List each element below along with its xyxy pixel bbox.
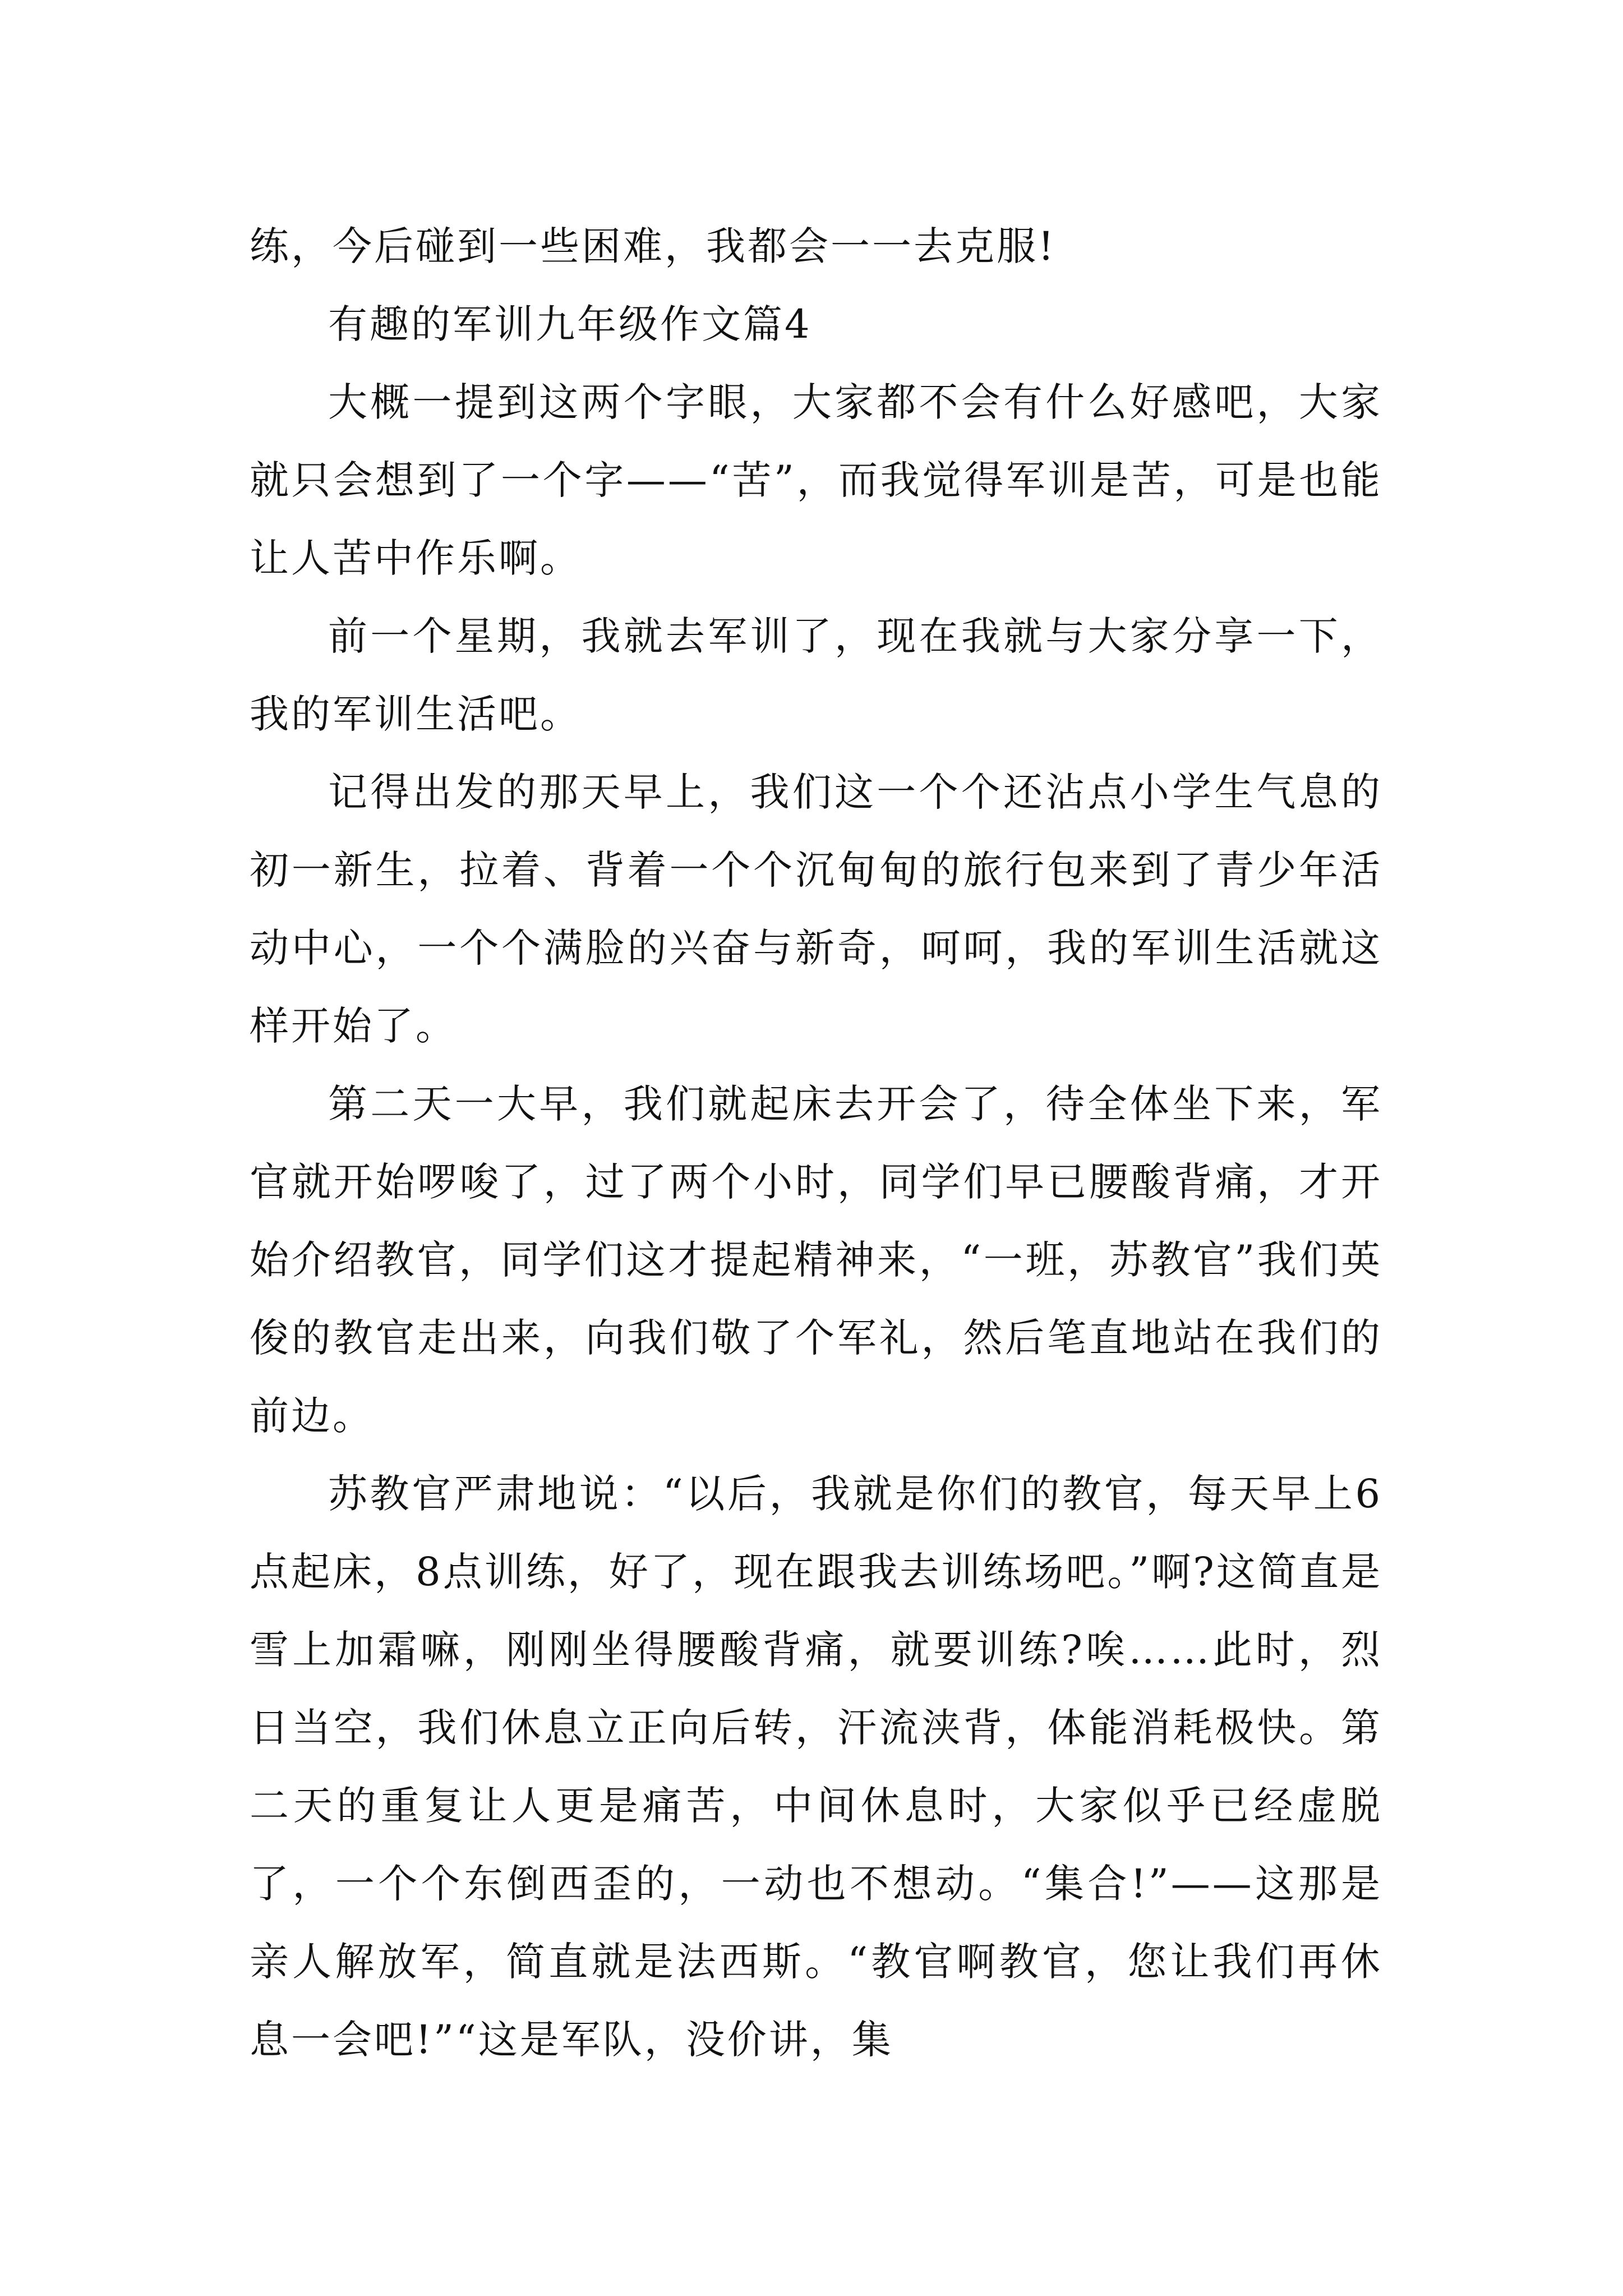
paragraph: 第二天一大早，我们就起床去开会了，待全体坐下来，军官就开始啰唆了，过了两个小时，同学们早已腰酸背痛，才开始介绍教官，同学们这才提起精神来，“一班，苏教官”我们英俊的教官走出来，向我们敬了个军礼，然后笔直地站在我们的前边。	[250, 1081, 1382, 1439]
document-body	[250, 208, 1382, 2079]
paragraph: 大概一提到这两个字眼，大家都不会有什么好感吧，大家就只会想到了一个字——“苦”，而我觉得军训是苦，可是也能让人苦中作乐啊。	[250, 379, 1382, 581]
paragraph: 记得出发的那天早上，我们这一个个还沾点小学生气息的初一新生，拉着、背着一个个沉甸甸的旅行包来到了青少年活动中心，一个个满脸的兴奋与新奇，呵呵，我的军训生活就这样开始了。	[250, 769, 1382, 1049]
paragraph: 苏教官严肃地说：“以后，我就是你们的教官，每天早上6点起床，8点训练，好了，现在跟我去训练场吧。”啊?这简直是雪上加霜嘛，刚刚坐得腰酸背痛，就要训练?唉……此时，烈日当空，我们休息立正向后转，汗流浃背，体能消耗极快。第二天的重复让人更是痛苦，中间休息时，大家似乎已经虚脱了，一个个东倒西歪的，一动也不想动。“集合!”——这那是亲人解放军，简直就是法西斯。“教官啊教官，您让我们再休息一会吧!”“这是军队，没价讲，集	[250, 1471, 1382, 2063]
paragraph: 前一个星期，我就去军训了，现在我就与大家分享一下，我的军训生活吧。	[250, 613, 1382, 737]
section-heading: 有趣的军训九年级作文篇4	[328, 301, 812, 347]
paragraph-continuation: 练，今后碰到一些困难，我都会一一去克服!	[250, 223, 1057, 269]
